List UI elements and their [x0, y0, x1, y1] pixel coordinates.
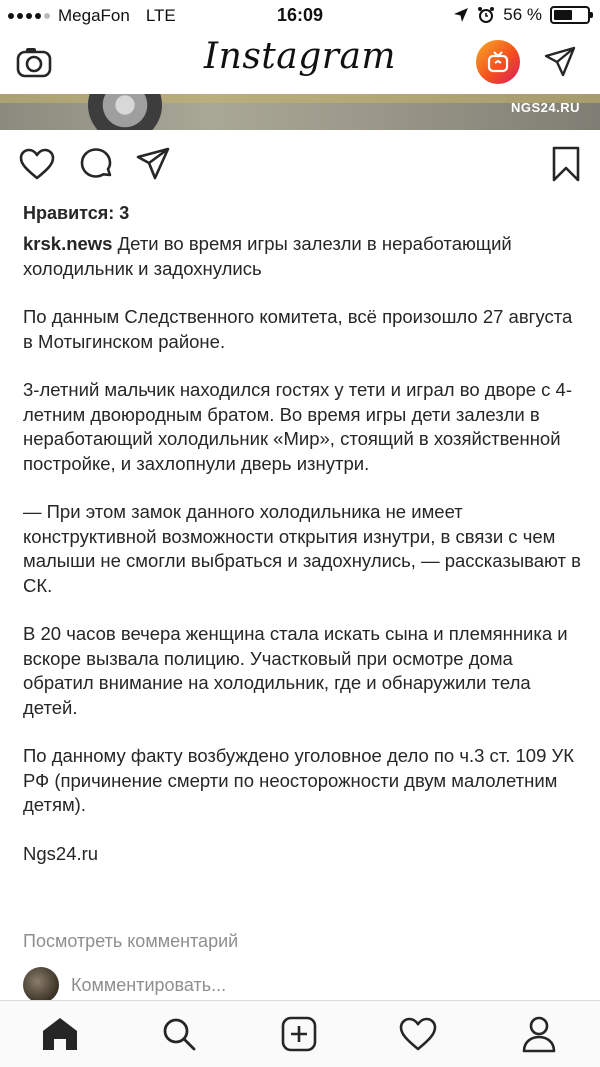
- share-button[interactable]: [132, 143, 174, 185]
- like-button[interactable]: [16, 143, 58, 185]
- tab-bar: [0, 1000, 600, 1067]
- share-icon: [135, 146, 171, 182]
- tab-new-post[interactable]: [276, 1011, 322, 1057]
- battery-icon: [550, 6, 590, 24]
- igtv-button[interactable]: [476, 40, 520, 84]
- heart-icon: [19, 148, 55, 180]
- battery-fill: [554, 10, 572, 20]
- app-logo: Instagram: [203, 36, 397, 77]
- location-arrow-icon: [453, 7, 469, 23]
- igtv-icon: [486, 50, 510, 74]
- carrier-name: MegaFon: [58, 6, 130, 25]
- direct-button[interactable]: [538, 40, 582, 84]
- post-actions: [0, 143, 600, 189]
- status-time: 16:09: [276, 5, 324, 25]
- profile-icon: [522, 1015, 556, 1053]
- post-username[interactable]: krsk.news: [23, 233, 113, 254]
- likes-count[interactable]: Нравится: 3: [23, 203, 130, 223]
- app-header: [0, 34, 600, 90]
- battery-percent: 56 %: [503, 5, 542, 24]
- home-icon: [41, 1016, 79, 1052]
- network-type: LTE: [145, 6, 176, 25]
- direct-icon: [543, 45, 577, 79]
- comment-input[interactable]: Комментировать...: [71, 974, 227, 995]
- post-image[interactable]: [0, 94, 600, 130]
- comment-button[interactable]: [75, 143, 117, 185]
- status-right: [453, 5, 590, 25]
- image-watermark: NGS24.RU: [510, 100, 580, 115]
- view-comments-link[interactable]: Посмотреть комментарий: [23, 931, 239, 951]
- save-button[interactable]: [545, 143, 587, 185]
- photo-wheel: [88, 94, 162, 130]
- alarm-icon: [477, 6, 495, 24]
- avatar: [23, 967, 59, 1003]
- caption-source: Ngs24.ru: [23, 842, 99, 864]
- tab-search[interactable]: [156, 1011, 202, 1057]
- new-post-icon: [281, 1016, 317, 1052]
- activity-icon: [399, 1017, 437, 1051]
- post-caption: [23, 232, 583, 890]
- caption-title: Дети во время игры залезли в неработающий холодильник и задохнулись: [23, 233, 512, 279]
- add-comment-row[interactable]: [23, 968, 583, 1002]
- caption-paragraph: В 20 часов вечера женщина стала искать сына и племянника и вскоре вызвала полицию. Участковый при осмотре дома обратил внимание на холодильник, где и обнаружили тела детей.: [23, 623, 568, 718]
- caption-paragraph: По данным Следственного комитета, всё произошло 27 августа в Мотыгинском районе.: [23, 306, 573, 352]
- status-bar: [0, 0, 600, 34]
- search-icon: [161, 1016, 197, 1052]
- comment-icon: [78, 146, 114, 182]
- tab-home[interactable]: [37, 1011, 83, 1057]
- caption-heading: [23, 232, 583, 281]
- bookmark-icon: [552, 146, 580, 182]
- caption-paragraph: 3-летний мальчик находился гостях у тети и играл во дворе с 4-летним двоюродным братом. Во время игры дети залезли в неработающий холодильник «Мир», стоящий в хозяйственной постройке, и захлопнули дверь изнутри.: [23, 379, 573, 474]
- tab-activity[interactable]: [395, 1011, 441, 1057]
- tab-profile[interactable]: [516, 1011, 562, 1057]
- caption-paragraph: — При этом замок данного холодильника не имеет конструктивной возможности открытия изнутри, в связи с чем малыши не смогли выбраться и задохнулись, — рассказывают в СК.: [23, 501, 581, 596]
- caption-paragraph: По данному факту возбуждено уголовное дело по ч.3 ст. 109 УК РФ (причинение смерти по неосторожности двум малолетним детям).: [23, 745, 575, 815]
